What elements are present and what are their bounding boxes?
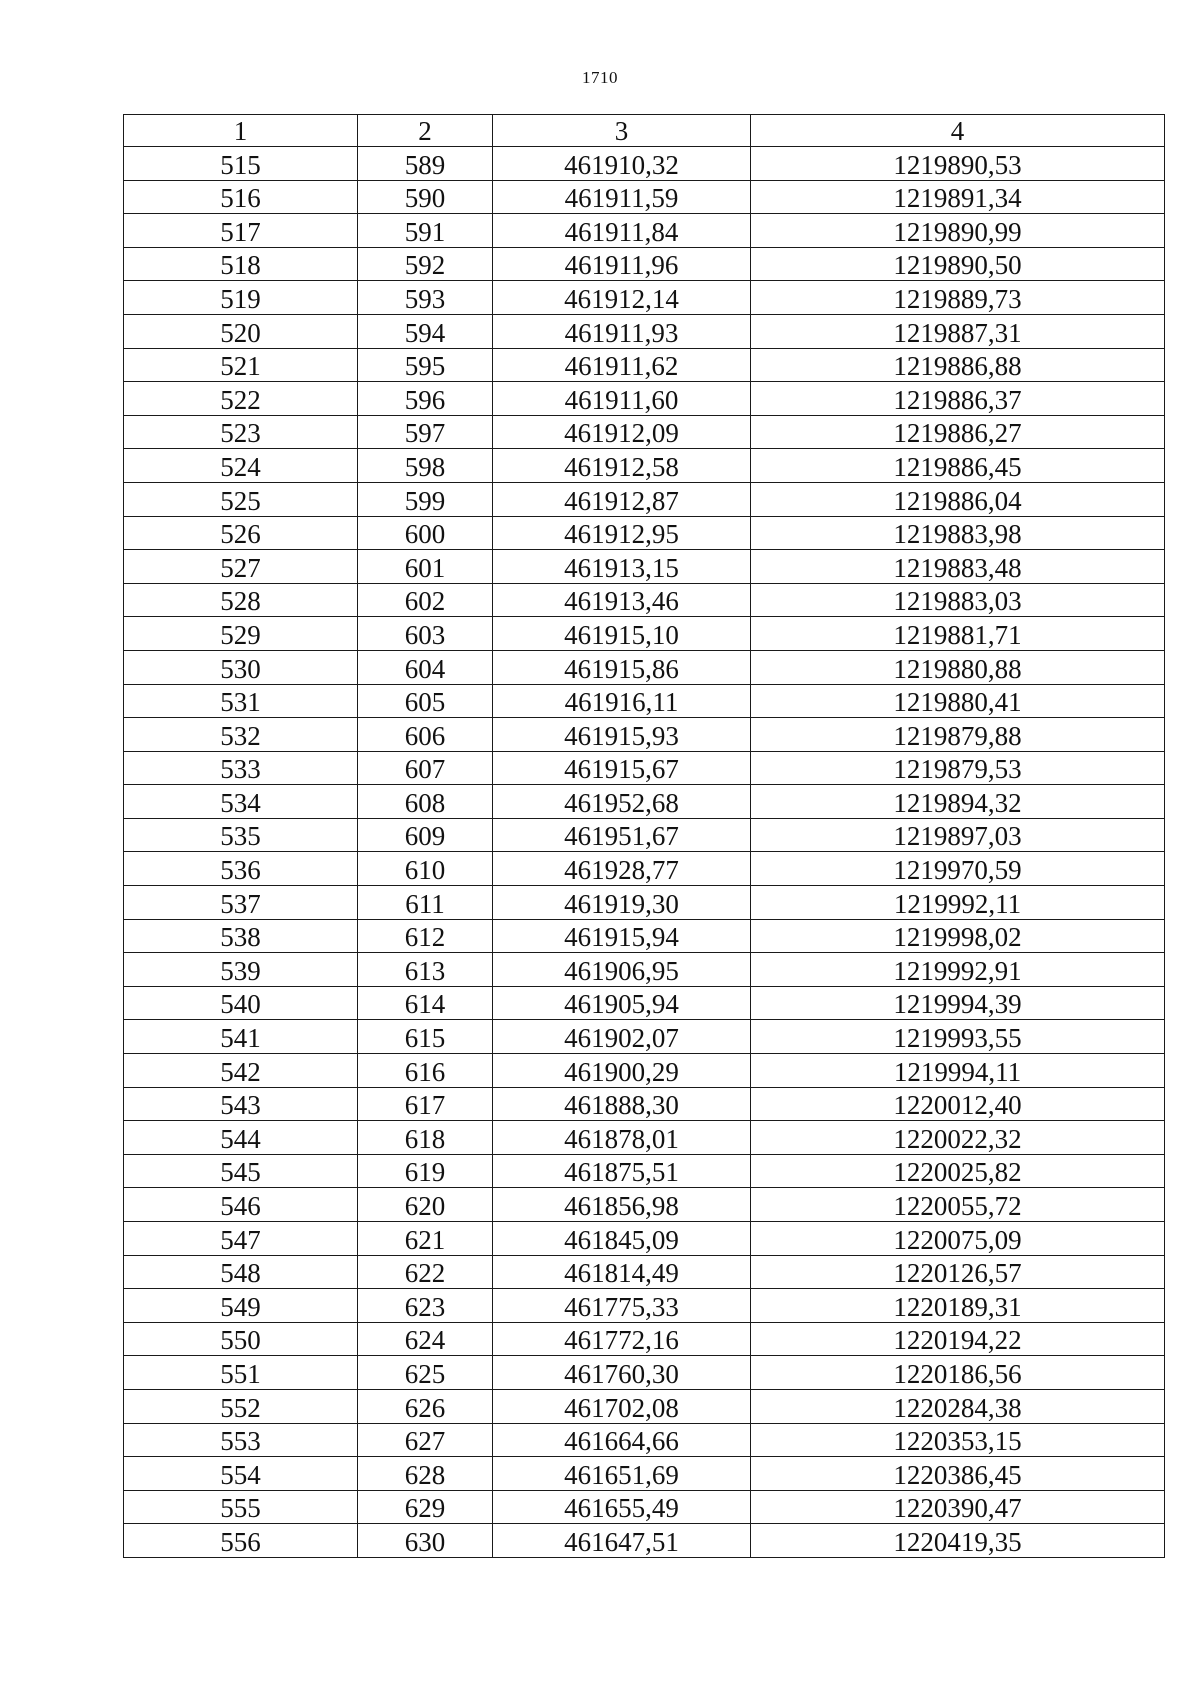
- table-cell: 461888,30: [493, 1087, 751, 1121]
- table-row: [124, 1020, 1165, 1054]
- table-cell: 627: [358, 1423, 493, 1457]
- table-cell: 461845,09: [493, 1222, 751, 1256]
- table-cell: 1220189,31: [751, 1289, 1165, 1323]
- table-cell: 533: [124, 751, 358, 785]
- table-cell: 1219883,98: [751, 516, 1165, 550]
- table-cell: 548: [124, 1255, 358, 1289]
- table-row: [124, 415, 1165, 449]
- table-cell: 589: [358, 147, 493, 181]
- table-body: [124, 147, 1165, 1558]
- table-cell: 461913,15: [493, 550, 751, 584]
- page-number: 1710: [582, 68, 618, 87]
- table-cell: 1219879,88: [751, 718, 1165, 752]
- table-cell: 461912,14: [493, 281, 751, 315]
- table-cell: 616: [358, 1054, 493, 1088]
- table-cell: 461912,95: [493, 516, 751, 550]
- table-cell: 461911,60: [493, 382, 751, 416]
- table-cell: 629: [358, 1490, 493, 1524]
- table-cell: 461911,62: [493, 348, 751, 382]
- table-cell: 590: [358, 180, 493, 214]
- table-cell: 610: [358, 852, 493, 886]
- column-header: 4: [751, 115, 1165, 147]
- table-cell: 1220284,38: [751, 1389, 1165, 1423]
- table-cell: 1219879,53: [751, 751, 1165, 785]
- table-row: [124, 986, 1165, 1020]
- table-cell: 625: [358, 1356, 493, 1390]
- table-cell: 612: [358, 919, 493, 953]
- table-cell: 601: [358, 550, 493, 584]
- table-cell: 522: [124, 382, 358, 416]
- table-cell: 593: [358, 281, 493, 315]
- table-row: [124, 1154, 1165, 1188]
- table-row: [124, 1121, 1165, 1155]
- table-cell: 1219994,11: [751, 1054, 1165, 1088]
- table-cell: 620: [358, 1188, 493, 1222]
- table-cell: 461651,69: [493, 1457, 751, 1491]
- table-cell: 461951,67: [493, 818, 751, 852]
- table-row: [124, 1423, 1165, 1457]
- table-cell: 531: [124, 684, 358, 718]
- table-cell: 461906,95: [493, 953, 751, 987]
- table-cell: 1219890,99: [751, 214, 1165, 248]
- table-row: [124, 314, 1165, 348]
- table-cell: 1220186,56: [751, 1356, 1165, 1390]
- table-cell: 538: [124, 919, 358, 953]
- table-cell: 597: [358, 415, 493, 449]
- table-row: [124, 1322, 1165, 1356]
- table-row: [124, 281, 1165, 315]
- table-cell: 617: [358, 1087, 493, 1121]
- table-cell: 1219998,02: [751, 919, 1165, 953]
- table-row: [124, 852, 1165, 886]
- table-row: [124, 482, 1165, 516]
- table-cell: 524: [124, 449, 358, 483]
- table-cell: 604: [358, 650, 493, 684]
- table-cell: 600: [358, 516, 493, 550]
- table-cell: 461911,84: [493, 214, 751, 248]
- table-cell: 544: [124, 1121, 358, 1155]
- table-cell: 1219889,73: [751, 281, 1165, 315]
- coordinates-table: [123, 114, 1165, 1558]
- table-cell: 461905,94: [493, 986, 751, 1020]
- table-row: [124, 1188, 1165, 1222]
- table-cell: 461928,77: [493, 852, 751, 886]
- table-cell: 1219883,48: [751, 550, 1165, 584]
- table-row: [124, 751, 1165, 785]
- table-cell: 602: [358, 583, 493, 617]
- table-cell: 1219992,11: [751, 886, 1165, 920]
- table-cell: 621: [358, 1222, 493, 1256]
- table-cell: 461915,86: [493, 650, 751, 684]
- table-cell: 1220353,15: [751, 1423, 1165, 1457]
- table-cell: 461760,30: [493, 1356, 751, 1390]
- table-cell: 461915,10: [493, 617, 751, 651]
- table-cell: 461875,51: [493, 1154, 751, 1188]
- table-cell: 515: [124, 147, 358, 181]
- table-row: [124, 1255, 1165, 1289]
- table-cell: 553: [124, 1423, 358, 1457]
- table-row: [124, 886, 1165, 920]
- table-cell: 461912,87: [493, 482, 751, 516]
- table-cell: 517: [124, 214, 358, 248]
- table-cell: 1220194,22: [751, 1322, 1165, 1356]
- table-cell: 1219886,45: [751, 449, 1165, 483]
- table-cell: 599: [358, 482, 493, 516]
- table-row: [124, 1490, 1165, 1524]
- table-cell: 526: [124, 516, 358, 550]
- table-cell: 1219887,31: [751, 314, 1165, 348]
- table-cell: 520: [124, 314, 358, 348]
- table-cell: 523: [124, 415, 358, 449]
- table-cell: 1219886,88: [751, 348, 1165, 382]
- table-cell: 1219886,27: [751, 415, 1165, 449]
- table-cell: 461912,58: [493, 449, 751, 483]
- table-cell: 545: [124, 1154, 358, 1188]
- table-cell: 623: [358, 1289, 493, 1323]
- table-cell: 461915,94: [493, 919, 751, 953]
- table-cell: 1220055,72: [751, 1188, 1165, 1222]
- table-cell: 607: [358, 751, 493, 785]
- table-cell: 608: [358, 785, 493, 819]
- table-cell: 536: [124, 852, 358, 886]
- table-cell: 1219897,03: [751, 818, 1165, 852]
- table-row: [124, 785, 1165, 819]
- table-cell: 461856,98: [493, 1188, 751, 1222]
- table-cell: 461915,67: [493, 751, 751, 785]
- table-cell: 461878,01: [493, 1121, 751, 1155]
- table-cell: 605: [358, 684, 493, 718]
- table-row: [124, 1054, 1165, 1088]
- table-row: [124, 1289, 1165, 1323]
- table-cell: 1220419,35: [751, 1524, 1165, 1558]
- table-cell: 537: [124, 886, 358, 920]
- table-row: [124, 1524, 1165, 1558]
- table-cell: 624: [358, 1322, 493, 1356]
- table-cell: 606: [358, 718, 493, 752]
- table-cell: 1219880,41: [751, 684, 1165, 718]
- column-header: 2: [358, 115, 493, 147]
- table-cell: 609: [358, 818, 493, 852]
- table-cell: 528: [124, 583, 358, 617]
- table-cell: 630: [358, 1524, 493, 1558]
- table-cell: 461911,96: [493, 247, 751, 281]
- table-cell: 598: [358, 449, 493, 483]
- table-cell: 461919,30: [493, 886, 751, 920]
- table-row: [124, 147, 1165, 181]
- table-cell: 461952,68: [493, 785, 751, 819]
- table-cell: 628: [358, 1457, 493, 1491]
- table-cell: 461911,93: [493, 314, 751, 348]
- table-cell: 1219994,39: [751, 986, 1165, 1020]
- table-cell: 550: [124, 1322, 358, 1356]
- table-cell: 461772,16: [493, 1322, 751, 1356]
- table-cell: 532: [124, 718, 358, 752]
- table-cell: 1219890,50: [751, 247, 1165, 281]
- table-cell: 461702,08: [493, 1389, 751, 1423]
- table-cell: 461647,51: [493, 1524, 751, 1558]
- table-row: [124, 1356, 1165, 1390]
- table-row: [124, 180, 1165, 214]
- table-cell: 549: [124, 1289, 358, 1323]
- table-cell: 535: [124, 818, 358, 852]
- table-cell: 1219993,55: [751, 1020, 1165, 1054]
- table-row: [124, 583, 1165, 617]
- table-cell: 542: [124, 1054, 358, 1088]
- table-cell: 461900,29: [493, 1054, 751, 1088]
- table-cell: 1220022,32: [751, 1121, 1165, 1155]
- table-cell: 622: [358, 1255, 493, 1289]
- table-cell: 461775,33: [493, 1289, 751, 1323]
- table-cell: 461916,11: [493, 684, 751, 718]
- table-cell: 594: [358, 314, 493, 348]
- table-cell: 521: [124, 348, 358, 382]
- table-row: [124, 449, 1165, 483]
- table-row: [124, 818, 1165, 852]
- table-row: [124, 684, 1165, 718]
- table-cell: 615: [358, 1020, 493, 1054]
- table-cell: 1220012,40: [751, 1087, 1165, 1121]
- table-header-row: [124, 115, 1165, 147]
- table-row: [124, 617, 1165, 651]
- table-cell: 1219894,32: [751, 785, 1165, 819]
- table-cell: 461814,49: [493, 1255, 751, 1289]
- table-row: [124, 919, 1165, 953]
- table-cell: 1219886,04: [751, 482, 1165, 516]
- table-cell: 554: [124, 1457, 358, 1491]
- table-cell: 1219992,91: [751, 953, 1165, 987]
- table-cell: 592: [358, 247, 493, 281]
- table-cell: 461913,46: [493, 583, 751, 617]
- table-cell: 540: [124, 986, 358, 1020]
- table-cell: 519: [124, 281, 358, 315]
- table-cell: 527: [124, 550, 358, 584]
- table-cell: 556: [124, 1524, 358, 1558]
- table-cell: 1220126,57: [751, 1255, 1165, 1289]
- table-cell: 1219891,34: [751, 180, 1165, 214]
- table-cell: 603: [358, 617, 493, 651]
- table-cell: 534: [124, 785, 358, 819]
- table-cell: 547: [124, 1222, 358, 1256]
- table-row: [124, 382, 1165, 416]
- table-cell: 541: [124, 1020, 358, 1054]
- table-cell: 611: [358, 886, 493, 920]
- table-cell: 1219890,53: [751, 147, 1165, 181]
- table-row: [124, 516, 1165, 550]
- table-cell: 1219886,37: [751, 382, 1165, 416]
- table-row: [124, 953, 1165, 987]
- table-cell: 461915,93: [493, 718, 751, 752]
- table-row: [124, 1222, 1165, 1256]
- table-cell: 525: [124, 482, 358, 516]
- table-cell: 546: [124, 1188, 358, 1222]
- table-row: [124, 718, 1165, 752]
- table-cell: 1220390,47: [751, 1490, 1165, 1524]
- table-cell: 595: [358, 348, 493, 382]
- table-row: [124, 550, 1165, 584]
- table-cell: 552: [124, 1389, 358, 1423]
- table-cell: 551: [124, 1356, 358, 1390]
- table-cell: 461910,32: [493, 147, 751, 181]
- table-row: [124, 1457, 1165, 1491]
- table-row: [124, 650, 1165, 684]
- table-cell: 626: [358, 1389, 493, 1423]
- table-cell: 461912,09: [493, 415, 751, 449]
- table-cell: 539: [124, 953, 358, 987]
- table-cell: 461664,66: [493, 1423, 751, 1457]
- table-cell: 1219970,59: [751, 852, 1165, 886]
- table-cell: 530: [124, 650, 358, 684]
- column-header: 1: [124, 115, 358, 147]
- table-cell: 529: [124, 617, 358, 651]
- table-cell: 618: [358, 1121, 493, 1155]
- table-cell: 1220386,45: [751, 1457, 1165, 1491]
- table-cell: 1220075,09: [751, 1222, 1165, 1256]
- table-cell: 1220025,82: [751, 1154, 1165, 1188]
- table-cell: 555: [124, 1490, 358, 1524]
- table-row: [124, 247, 1165, 281]
- table-cell: 518: [124, 247, 358, 281]
- table-cell: 516: [124, 180, 358, 214]
- table-cell: 591: [358, 214, 493, 248]
- table-row: [124, 1389, 1165, 1423]
- table-cell: 1219880,88: [751, 650, 1165, 684]
- table-cell: 461911,59: [493, 180, 751, 214]
- column-header: 3: [493, 115, 751, 147]
- table-cell: 613: [358, 953, 493, 987]
- table-row: [124, 214, 1165, 248]
- table-cell: 461655,49: [493, 1490, 751, 1524]
- table-cell: 596: [358, 382, 493, 416]
- table-cell: 1219881,71: [751, 617, 1165, 651]
- table-cell: 543: [124, 1087, 358, 1121]
- table-cell: 619: [358, 1154, 493, 1188]
- table-row: [124, 1087, 1165, 1121]
- table-cell: 614: [358, 986, 493, 1020]
- table-cell: 461902,07: [493, 1020, 751, 1054]
- table-cell: 1219883,03: [751, 583, 1165, 617]
- table-row: [124, 348, 1165, 382]
